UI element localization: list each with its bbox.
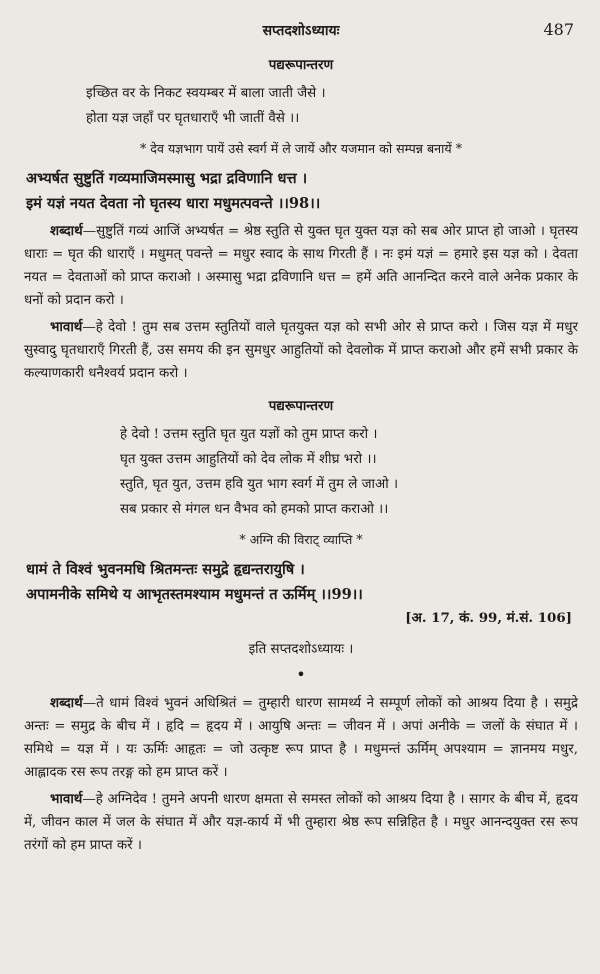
section-title: पद्यरूपान्तरण bbox=[268, 57, 334, 73]
verse-reference: [अ. 17, कं. 99, मं.सं. 106] bbox=[405, 610, 572, 626]
section-title: पद्यरूपान्तरण bbox=[268, 398, 334, 414]
verse-line: सब प्रकार से मंगल धन वैभव को हमको प्राप्त कराओ ।। bbox=[120, 502, 389, 517]
mantra-98 bbox=[24, 166, 578, 216]
word-meaning-98 bbox=[24, 220, 578, 312]
mantra-line: धामं ते विश्वं भुवनमधि श्रितमन्तः समुद्रे हृद्यन्तरायुषि । bbox=[26, 561, 305, 578]
page-number: 487 bbox=[543, 20, 574, 39]
mantra-line: अभ्यर्षत सुष्टुतिं गव्यमाजिमस्मासु भद्रा द्रविणानि धत्त । bbox=[26, 170, 308, 187]
word-meaning-99 bbox=[24, 692, 578, 784]
verse-line: घृत युक्त उत्तम आहुतियों को देव लोक में शीघ्र भरो ।। bbox=[120, 452, 377, 467]
meaning-label: भावार्थ bbox=[50, 791, 83, 807]
meaning-99 bbox=[24, 788, 578, 857]
meaning-98 bbox=[24, 316, 578, 385]
chapter-end: इति सप्तदशोऽध्यायः । bbox=[248, 642, 354, 657]
mantra-99 bbox=[24, 557, 578, 607]
verse-line: इच्छित वर के निकट स्वयम्बर में बाला जाती जैसे । bbox=[86, 86, 326, 101]
mantra-line: अपामनीके समिथे य आभृतस्तमश्याम मधुमन्तं त ऊर्मिम् ।।99।। bbox=[26, 586, 363, 603]
meaning-text: —हे अग्निदेव ! तुमने अपनी धारण क्षमता से समस्त लोकों को आश्रय दिया है । सागर के बीच में, हृदय में, जीवन काल में जल के संघात में और यज्ञ-कार्य में भी तुम्हारा श्रेष्ठ रूप सन्निहित है । मधुर आनन्दयुक्त रस रूप तरंगों को हम प्राप्त करें । bbox=[24, 792, 578, 853]
verse-line: होता यज्ञ जहाँ पर घृतधाराएँ भी जातीं वैसे ।। bbox=[86, 111, 300, 126]
word-meaning-label: शब्दार्थ bbox=[50, 223, 83, 239]
word-meaning-label: शब्दार्थ bbox=[50, 695, 83, 711]
topic-note: * देव यज्ञभाग पायें उसे स्वर्ग में ले जायें और यजमान को सम्पन्न बनायें * bbox=[139, 141, 463, 156]
word-meaning-text: —सुष्टुतिं गव्यं आजिं अभ्यर्षत = श्रेष्ठ स्तुति से युक्त घृत युक्त यज्ञ को सब ओर प्राप्त हो जाओ । घृतस्य धाराः = घृत की धाराएँ । मधुमत् पवन्ते = मधुर स्वाद के साथ गिरती हैं । नः इमं यज्ञं = हमारे इस यज्ञ को । देवता नयत = देवताओं को प्राप्त कराओ । अस्मासु भद्रा द्रविणानि धत्त = हमें अति आनन्दित करने वाले अनेक प्रकार के धनों को प्रदान करो । bbox=[24, 224, 578, 308]
word-meaning-text: —ते धामं विश्वं भुवनं अधिश्रितं = तुम्हारी धारण सामर्थ्य ने सम्पूर्ण लोकों को आश्रय दिया है । समुद्रे अन्तः = समुद्र के बीच में । हृदि = हृदय में । आयुषि अन्तः = जीवन में । अपां अनीके = जलों के संघात में । समिथे = यज्ञ में । यः ऊर्मिः आहृतः = जो उत्कृष्ट रूप प्राप्त है । मधुमन्तं ऊर्मिम् अपश्याम = ज्ञानमय मधुर, आह्लादक रस रूप तरङ्ग को हम प्राप्त करें । bbox=[24, 696, 578, 780]
meaning-text: —हे देवो ! तुम सब उत्तम स्तुतियों वाले घृतयुक्त यज्ञ को सभी ओर से प्राप्त करो । जिस यज्ञ में मधुर सुस्वादु घृतधाराएँ गिरती हैं, उस समय की इन सुमधुर आहुतियों को देवलोक में प्राप्त कराओ और हमें सभी प्रकार के कल्याणकारी धनैश्वर्य प्रदान करो । bbox=[24, 320, 578, 381]
page-header bbox=[24, 14, 578, 48]
topic-note: * अग्नि की विराट् व्याप्ति * bbox=[239, 532, 363, 547]
verse-line: स्तुति, घृत युत, उत्तम हवि युत भाग स्वर्ग में तुम ले जाओ । bbox=[120, 477, 399, 492]
mantra-line: इमं यज्ञं नयत देवता नो घृतस्य धारा मधुमत्पवन्ते ।।98।। bbox=[26, 195, 321, 212]
meaning-label: भावार्थ bbox=[50, 319, 83, 335]
verse-translation bbox=[24, 422, 578, 522]
verse-line: हे देवो ! उत्तम स्तुति घृत युत यज्ञों को तुम प्राप्त करो । bbox=[120, 427, 378, 442]
verse-translation bbox=[24, 81, 578, 131]
bullet-icon: • bbox=[296, 665, 306, 684]
chapter-title: सप्तदशोऽध्यायः bbox=[262, 23, 340, 39]
